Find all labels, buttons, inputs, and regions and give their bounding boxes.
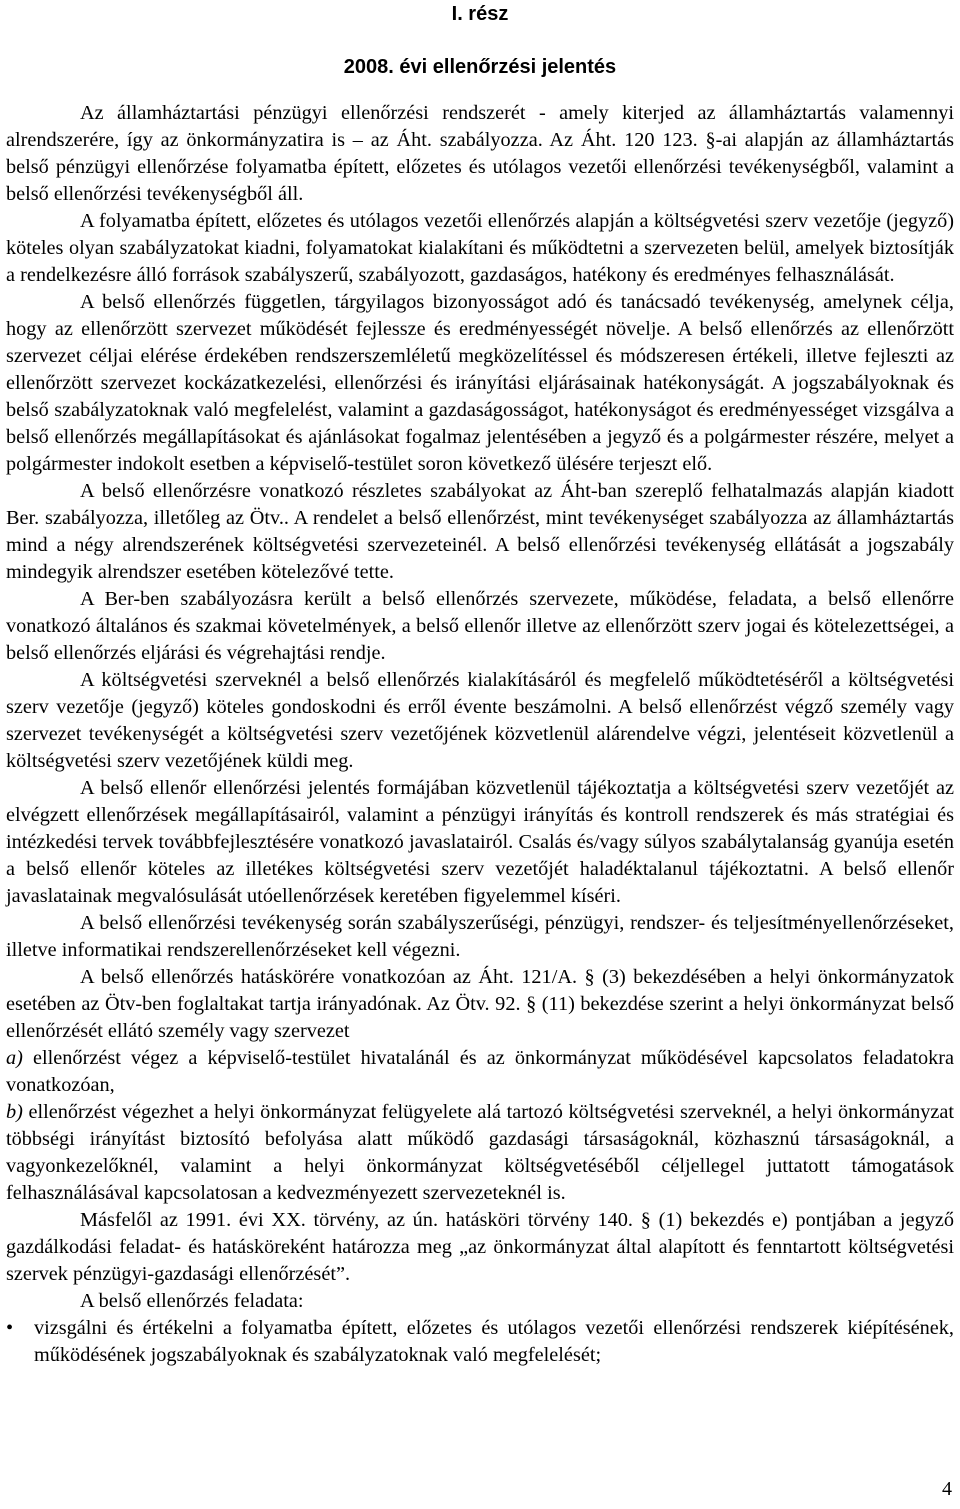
item-b-label: b) xyxy=(6,1101,23,1123)
item-b-text: ellenőrzést végezhet a helyi önkormányzat felügyelete alá tartozó költségvetési szerveknél, a helyi önkormányzat többségi irányítást biztosító befolyása alatt működő gazdasági társaságoknál, közhasznú társaságoknál, a vagyonkezelőknél, valamint a helyi önkormányzat költségvetéséből céljellegel juttatott támogatások felhasználásával kapcsolatosan a kedvezményezett szervezeteknél is. xyxy=(6,1101,954,1204)
document-body xyxy=(6,100,954,1369)
paragraph-vezetoi-ellenorzes: A folyamatba épített, előzetes és utólagos vezetői ellenőrzés alapján a költségvetési szerv vezetője (jegyző) köteles olyan szabályzatokat kiadni, folyamatokat kialakítani és működtetni a szervezeten belül, amelyek biztosítják a rendelkezésre álló források szabályszerű, szabályozott, gazdaságos, hatékony és eredményes felhasználását. xyxy=(6,210,954,286)
paragraph-jelentes: A belső ellenőr ellenőrzési jelentés formájában közvetlenül tájékoztatja a költségvetési szerv vezetőjét az elvégzett ellenőrzések megállapításairól, valamint a pénzügyi irányítás és kontroll rendszerek és más stratégiai és intézkedési tervek továbbfejlesztésére vonatkozó javaslatairól. Csalás és/vagy súlyos szabálytalanság gyanúja esetén a belső ellenőr köteles az illetékes költségvetési szerv vezetőjét haladéktalanul tájékoztatni. A belső ellenőr javaslatainak megvalósulását utóellenőrzések keretében figyelemmel kíséri. xyxy=(6,777,954,907)
report-title: 2008. évi ellenőrzési jelentés xyxy=(343,56,617,78)
bullet-text: vizsgálni és értékelni a folyamatba épített, előzetes és utólagos vezetői ellenőrzési rendszerek kiépítésének, működésének jogszabályoknak és szabályzatoknak való megfelelését; xyxy=(34,1317,954,1366)
paragraph-hataskor: A belső ellenőrzés hatáskörére vonatkozóan az Áht. 121/A. § (3) bekezdésében a helyi önkormányzatok esetében az Ötv-ben foglaltakat tartja irányadónak. Az Ötv. 92. § (11) bekezdése szerint a helyi önkormányzat belső ellenőrzését ellátó személy vagy szervezet xyxy=(6,966,954,1042)
paragraph-intro: Az államháztartási pénzügyi ellenőrzési rendszerét - amely kiterjed az államháztartás valamennyi alrendszerére, így az önkormányzatira is – az Áht. szabályozza. Az Áht. 120 123. §-ai alapján az államháztartás belső pénzügyi ellenőrzése folyamatba épített, előzetes és utólagos vezetői ellenőrzési tevékenységből, valamint a belső ellenőrzési tevékenységből áll. xyxy=(6,102,954,205)
paragraph-ellenorzes-tipusok: A belső ellenőrzési tevékenység során szabályszerűségi, pénzügyi, rendszer- és teljesítményellenőrzéseket, illetve informatikai rendszerellenőrzéseket kell végezni. xyxy=(6,912,954,961)
bullet-icon: • xyxy=(6,1317,14,1339)
part-title: I. rész xyxy=(451,3,509,25)
list-item-a xyxy=(6,1045,954,1099)
item-a-text: ellenőrzést végez a képviselő-testület hivatalánál és az önkormányzat működésével kapcsolatos feladatokra vonatkozóan, xyxy=(6,1047,954,1096)
bullet-item xyxy=(6,1315,954,1369)
list-item-b xyxy=(6,1099,954,1207)
paragraph-belso-ellenorzes: A belső ellenőrzés független, tárgyilagos bizonyosságot adó és tanácsadó tevékenység, amelynek célja, hogy az ellenőrzött szervezet működését fejlessze és eredményességét növelje. A belső ellenőrzés az ellenőrzött szervezet céljai elérése érdekében rendszerszemléletű megközelítéssel és módszeresen értékeli, illetve fejleszti az ellenőrzött szervezet kockázatkezelési, ellenőrzési és irányítási eljárásainak hatékonyságát. A jogszabályoknak és belső szabályzatoknak való megfelelést, valamint a gazdaságosságot, hatékonyságot és eredményességet vizsgálva a belső ellenőrzés megállapításokat és ajánlásokat fogalmaz jelentésében a jegyző és a polgármester részére, melyet a polgármester indokolt esetben a képviselő-testület soron következő ülésére terjeszt elő. xyxy=(6,291,954,475)
page-number: 4 xyxy=(942,1478,952,1500)
paragraph-koltsegvetesi-szervek: A költségvetési szerveknél a belső ellenőrzés kialakításáról és megfelelő működtetéséről a költségvetési szerv vezetője (jegyző) köteles gondoskodni és erről évente beszámolni. A belső ellenőrzést végző személy vagy szervezet tevékenységét a költségvetési szerv vezetőjének közvetlenül alárendelve végzi, jelentéseit közvetlenül a költségvetési szerv vezetőjének küldi meg. xyxy=(6,669,954,772)
tasks-intro: A belső ellenőrzés feladata: xyxy=(80,1290,304,1312)
item-a-label: a) xyxy=(6,1047,23,1069)
paragraph-masfelol: Másfelől az 1991. évi XX. törvény, az ún. hatásköri törvény 140. § (1) bekezdés e) pontjában a jegyző gazdálkodási feladat- és hatásköreként határozza meg „az önkormányzat által alapított és fenntartott költségvetési szervek pénzügyi-gazdasági ellenőrzését”. xyxy=(6,1209,954,1285)
paragraph-ber-tartalom: A Ber-ben szabályozásra került a belső ellenőrzés szervezete, működése, feladata, a belső ellenőrre vonatkozó általános és szakmai követelmények, a belső ellenőr illetve az ellenőrzött szerv jogai és kötelezettségei, a belső ellenőrzés eljárási és végrehajtási rendje. xyxy=(6,588,954,664)
paragraph-ber-szabalyok: A belső ellenőrzésre vonatkozó részletes szabályokat az Áht-ban szereplő felhatalmazás alapján kiadott Ber. szabályozza, illetőleg az Ötv.. A rendelet a belső ellenőrzést, mint tevékenységet szabályozza az államháztartás mind a négy alrendszerének költségvetési szervezeteinél. A belső ellenőrzési tevékenység ellátását a jogszabály mindegyik alrendszer esetében kötelezővé tette. xyxy=(6,480,954,583)
